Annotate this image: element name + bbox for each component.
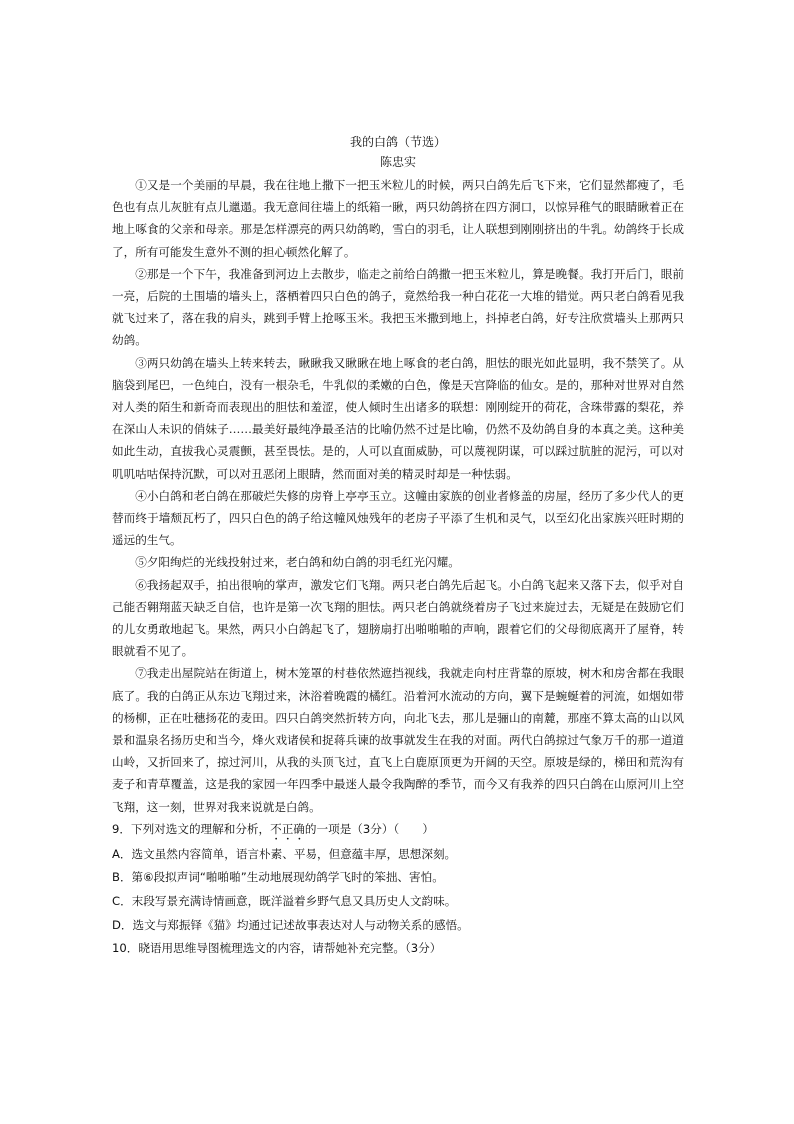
exam-page	[112, 132, 684, 961]
paragraph-3: ③两只幼鸽在墙头上转来转去，瞅瞅我又瞅瞅在地上啄食的老白鸽，胆怯的眼光如此显明，我不禁笑了。从脑袋到尾巴，一色纯白，没有一根杂毛，牛乳似的柔嫩的白色，像是天宫降临的仙女。是的，那种对世界对自然对人类的陌生和新奇而表现出的胆怯和羞涩，使人倾时生出诸多的联想：刚刚绽开的荷花，含珠带露的梨花，养在深山人未识的俏妹子……最美好最纯净最圣洁的比喻仍然不过是比喻，仍然不及幼鸽自身的本真之美。这种美如此生动，直拔我心灵震颤，甚至畏怯。是的，人可以直面威胁，可以蔑视阴谋，可以踩过肮脏的泥污，可以对叽叽咕咕保持沉默，可以对丑恶闭上眼睛，然而面对美的精灵时却是一种怯弱。	[112, 355, 684, 481]
paragraph-5: ⑤夕阳绚烂的光线投射过来，老白鸽和幼白鸽的羽毛红光闪耀。	[135, 555, 460, 570]
question-9-prefix: 9．下列对选文的理解和分析，	[112, 821, 271, 836]
question-10: 10．晓语用思维导图梳理选文的内容，请帮她补充完整。（3分）	[112, 941, 442, 956]
question-9	[112, 818, 684, 843]
option-a: A．选文虽然内容简单，语言朴素、平易，但意蕴丰厚，思想深刻。	[112, 846, 457, 861]
question-9-suffix: 的一项是（3分）（ ）	[304, 821, 435, 836]
question-9-emphasis: 不正确	[270, 821, 305, 836]
paragraph-4: ④小白鸽和老白鸽在那破烂失修的房脊上亭亭玉立。这幢由家族的创业者修盖的房屋，经历了多少代人的更替而终于墙颓瓦朽了，四只白色的鸽子给这幢风烛残年的老房子平添了生机和灵气，以至幻化出家族兴旺时期的遥远的生气。	[112, 488, 684, 548]
article-author: 陈忠实	[379, 155, 416, 169]
paragraph-2: ②那是一个下午，我准备到河边上去散步，临走之前给白鸽撒一把玉米粒儿，算是晚餐。我打开后门，眼前一亮，后院的土围墙的墙头上，落栖着四只白色的鸽子，竟然给我一种白花花一大堆的错觉。两只老白鸽看见我就飞过来了，落在我的肩头，跳到手臂上抢啄玉米。我把玉米撒到地上，抖掉老白鸽，好专注欣赏墙头上那两只幼鸽。	[112, 266, 684, 348]
option-d: D．选文与郑振铎《猫》均通过记述故事表达对人与动物关系的感悟。	[112, 917, 469, 932]
paragraph-7: ⑦我走出屋院站在街道上，树木笼罩的村巷依然遮挡视线，我就走向村庄背靠的原坡，树木和房舍都在我眼底了。我的白鸽正从东边飞翔过来，沐浴着晚霞的橘红。沿着河水流动的方向，翼下是蜿蜒着的河流，如烟如带的杨柳，正在吐穗扬花的麦田。四只白鸽突然折转方向，向北飞去，那儿是骊山的南麓，那座不算太高的山以风景和温泉名扬历史和当今，烽火戏诸侯和捉蒋兵谏的故事就发生在我的对面。两代白鸽掠过气象万千的那一道道山岭，又折回来了，掠过河川，从我的头顶飞过，直飞上白鹿原顶更为开阔的天空。原坡是绿的，梯田和荒沟有麦子和青草覆盖，这是我的家园一年四季中最迷人最令我陶醉的季节，而今又有我养的四只白鸽在山原河川上空飞翔，这一刻，世界对我来说就是白鸽。	[112, 666, 684, 814]
option-b: B．第⑥段拟声词“啪啪啪”生动地展现幼鸽学飞时的笨拙、害怕。	[112, 870, 444, 885]
paragraph-1: ①又是一个美丽的早晨，我在往地上撒下一把玉米粒儿的时候，两只白鸽先后飞下来，它们显然都瘦了，毛色也有点儿灰脏有点儿邋遢。我无意间往墙上的纸箱一瞅，两只幼鸽挤在四方洞口，以惊异稚气的眼睛瞅着正在地上啄食的父亲和母亲。那是怎样漂亮的两只幼鸽哟，雪白的羽毛，让人联想到刚刚挤出的牛乳。幼鸽终于长成了，所有可能发生意外不测的担心顿然化解了。	[112, 178, 684, 259]
option-c: C．末段写景充满诗情画意，既洋溢着乡野气息又具历史人文韵味。	[112, 894, 457, 909]
article-title: 我的白鸽（节选）	[349, 135, 446, 149]
paragraph-6: ⑥我扬起双手，拍出很响的掌声，激发它们飞翔。两只老白鸽先后起飞。小白鸽飞起来又落下去，似乎对自己能否翱翔蓝天缺乏自信，也许是第一次飞翔的胆怯。两只老白鸽就绕着房子飞过来旋过去，无疑是在鼓励它们的儿女勇敢地起飞。果然，两只小白鸽起飞了，翅膀扇打出啪啪啪的声响，跟着它们的父母彻底离开了屋脊，转眼就看不见了。	[112, 577, 684, 659]
